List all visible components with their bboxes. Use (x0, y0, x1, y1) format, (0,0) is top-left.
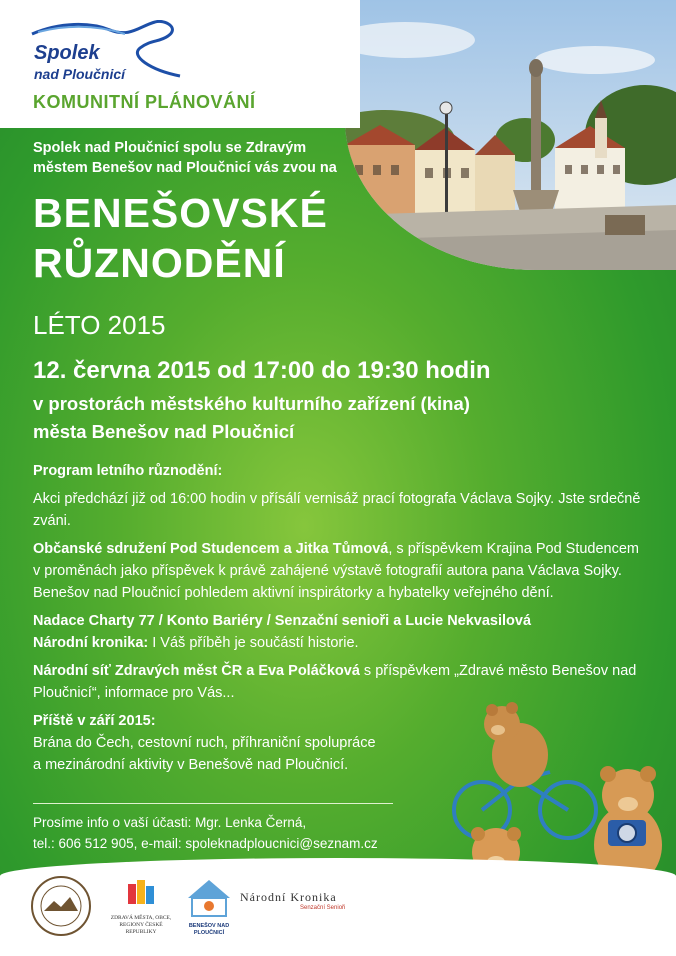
program-item-1-text: , s příspěvkem Krajina Pod Studencem v proměnách jako příspěvek k právě zahájené výstavě fotografií autora pana Václava Sojky. Benešov nad Ploučnicí pohledem aktivní inspirátorky a hybatelky veřejného dění. (33, 541, 640, 601)
program-heading: Program letního různodění: (33, 463, 223, 479)
program-item-2-title: Nadace Charty 77 / Konto Bariéry / Senzační senioři a Lucie Nekvasilová (33, 613, 532, 629)
program-item-2 (33, 610, 647, 632)
program-item-3-text: I Váš příběh je součástí historie. (148, 635, 359, 651)
logo-name: Spolek (34, 42, 100, 64)
program-item-3-title: Národní kronika: (33, 635, 149, 651)
contact-line-1: Prosíme info o vaší účasti: Mgr. Lenka Černá, (33, 815, 307, 830)
contact-line-2: tel.: 606 512 905, e-mail: spoleknadploucnici@seznam.cz (33, 836, 378, 851)
narodni-kronika-sublabel: Senzační Senioři (300, 905, 346, 911)
pod-studencem-logo (30, 875, 92, 937)
event-title-line1: BENEŠOVSKÉ (33, 190, 328, 236)
program-item-4-title: Národní síť Zdravých měst ČR a Eva Poláčková (33, 663, 360, 679)
benesov-logo (186, 878, 232, 936)
program-item-1 (33, 538, 647, 604)
healthy-cities-label: ZDRAVÁ MĚSTA, OBCE, REGIONY ČESKÉ REPUBLIKY (110, 915, 172, 935)
event-subtitle: LÉTO 2015 (33, 310, 166, 340)
logo-subtitle: nad Ploučnicí (34, 66, 126, 82)
event-location-line1: v prostorách městského kulturního zařízení (kina) (33, 393, 470, 414)
benesov-label: BENEŠOV NAD PLOUČNICÍ (188, 923, 230, 936)
next-heading: Příště v září 2015: (33, 713, 156, 729)
contact-divider (33, 803, 393, 804)
program-item-4-text: s příspěvkem „Zdravé město Benešov nad Ploučnicí“, informace pro Vás... (33, 663, 637, 701)
narodni-kronika-logo (240, 890, 400, 930)
program-intro: Akci předchází již od 16:00 hodin v přísálí vernisáž prací fotografa Václava Sojky. Jste srdečně zváni. (33, 491, 641, 529)
program-item-1-title: Občanské sdružení Pod Studencem a Jitka Tůmová (33, 541, 389, 557)
header-title: KOMUNITNÍ PLÁNOVÁNÍ (33, 92, 256, 112)
event-date: 12. června 2015 od 17:00 do 19:30 hodin (33, 357, 491, 384)
narodni-kronika-label: Národní Kronika (240, 890, 337, 904)
next-text: Brána do Čech, cestovní ruch, příhraniční spolupráce a mezinárodní aktivity v Benešově nad Ploučnicí. (33, 735, 376, 773)
intro-text: Spolek nad Ploučnicí spolu se Zdravým městem Benešov nad Ploučnicí vás zvou na (33, 140, 337, 176)
healthy-cities-logo (104, 880, 178, 938)
program-item-3 (33, 632, 647, 654)
event-title-line2: RŮZNODĚNÍ (33, 240, 286, 286)
spolek-logo (30, 20, 200, 82)
contact-block (33, 812, 378, 854)
event-location-line2: města Benešov nad Ploučnicí (33, 421, 295, 442)
town-square-photo (345, 0, 676, 270)
program-item-4 (33, 660, 647, 704)
